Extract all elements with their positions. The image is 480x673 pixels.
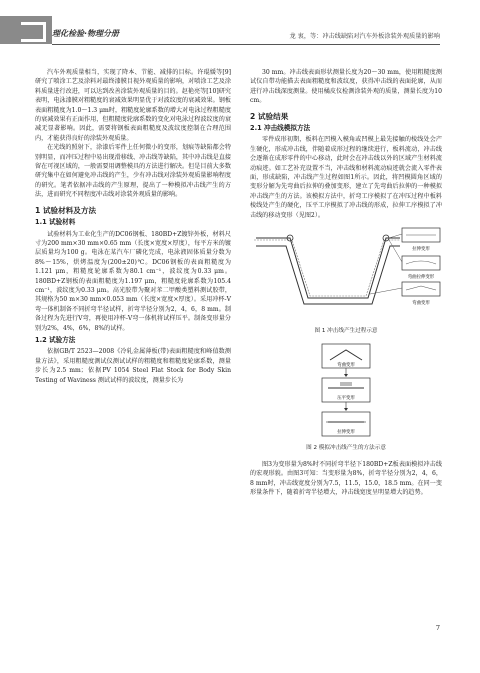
figure-2-caption: 图 2 模拟冲击线产生的方法示意 <box>306 445 386 452</box>
figure-2 <box>250 342 442 454</box>
journal-logo-mark <box>0 16 52 44</box>
header-rule <box>52 44 440 45</box>
right-column <box>250 68 442 497</box>
fig1-zoom-boxes <box>402 228 440 296</box>
fig1-label-bend-tension: 弯曲拉伸变形 <box>407 275 435 281</box>
figure-1-diagram <box>250 224 442 320</box>
journal-logo-text: 理化检验·物理分册 <box>52 29 120 38</box>
fig1-label-tension: 拉伸变形 <box>412 247 430 253</box>
paragraph: 试验材料为工业化生产的DC06钢板、180BD+Z镀锌外板，材料尺寸为200 mm×30 mm×0.65 mm（长度×宽度×厚度），每平方米的镀层质量均为100 g。电泳在某汽车厂磷化完成，电泳液固体质量分数为8%～15%，烘烤温度为(200±20)℃。DC06钢板的表面粗糙度为1.121 μm，粗糙度轮廓系数为80.1 cm⁻¹，波纹度为0.33 μm。180BD+Z钢板的表面粗糙度为1.197 μm，粗糙度轮廓系数为105.4 cm⁻¹，波纹度为0.33 μm。高光胶带为聚对苯二甲酸类塑料测试胶带，其规格为50 m×30 mm×0.053 mm（长度×宽度×厚度）。采用冲杯-V弯一体机制备不同折弯半径试样，折弯半径分别为2，4，6，8 mm。制备过程为先进行V弯，再使用冲杯-V弯一体机将试样压平。制备变形量分别为2%，4%，6%，8%的试样。 <box>35 230 231 332</box>
subsection-heading: 1.2 试验方法 <box>35 335 76 344</box>
paragraph: 零件成形初期，板料在凹模入模角或凹模上最先接触的棱线处会产生硬化，形成冲击线，伴随着成形过程的继续进行，板料流动，冲击线会逐渐在成形零件的中心移动，此时会在冲击线以外的区域产生材料流动痕迹。如工艺补充设置不当，冲击线和材料流动痕迹就会流入零件表面，形成缺陷，冲击线产生过程如图1所示。因此，将凹模圆角区域的变形分解为先弯曲后拉伸的叠加变形，建立了先弯曲后拉伸的一种模拟冲击线产生的方法。该模拟方法中，折弯工序模拟了在冲压过程中板料棱线处产生的硬化，压平工序模拟了冲击线的形成，拉伸工序模拟了冲击线的移动变形（见图2）。 <box>250 136 442 219</box>
figure-2-diagram <box>250 342 442 438</box>
fig2-label-bend: 弯曲变形 <box>337 362 355 368</box>
section-heading: 1 试验材料及方法 <box>35 205 97 215</box>
section-heading: 2 试验结果 <box>250 111 289 121</box>
subsection-heading: 2.1 冲击线模拟方法 <box>250 124 311 133</box>
fig2-label-flatten: 压平变形 <box>337 395 355 401</box>
paragraph: 汽车外观质量相当，实现了降本、节能、减排的目标。许琨媛等[9]研究了喷涂工艺及涂料对最终漆膜目视外观质量的影响，对喷涂工艺及涂料质量进行改进，可以达到改善涂装外观质量的目的。赵艳亮等[10]研究表明，电泳漆膜对粗糙度的衰减效果明显优于对波纹度的衰减效果。钢板表面粗糙度为1.0～1.3 μm时，粗糙度轮廓系数的增大对电泳过程粗糙度的衰减效果有正面作用，但粗糙度轮廓系数的变化对电泳过程波纹度的衰减无显著影响。因此，需要将钢板表面粗糙度及波纹度控制在合理范围内，才能获得良好的涂装外观质量。 <box>35 69 231 142</box>
figure-1-caption: 图 1 冲击线产生过程示意 <box>314 327 378 334</box>
running-head: 龙 衷，等：冲击线缺陷对汽车外板涂装外观质量的影响 <box>289 33 440 40</box>
paragraph: 图3为变形量为8%时不同折弯半径下180BD+Z板表面模拟冲击线的宏观形貌。由图3可知：当变形量为8%，折弯半径分别为2，4，6，8 mm时，冲击线宽度分别为7.5，11.5，15.0，18.5 mm。在同一变形量条件下，随着折弯半径增大，冲击线宽度呈明显增大的趋势。 <box>250 460 442 496</box>
figure-1 <box>250 224 442 336</box>
subsection-heading: 1.1 试验材料 <box>35 218 76 227</box>
left-column <box>35 68 231 385</box>
fig2-label-stretch: 拉伸变形 <box>337 429 355 435</box>
paragraph: 依据GB/T 2523—2008《冷轧金属薄板(带)表面粗糙度和峰值数测量方法》，采用粗糙度测试仪测试试样的粗糙度和粗糙度轮廓系数，测量步长为2.5 mm；依据PV 1054 Steel Flat Stock for Body Skin Testing of Waviness 测试试样的波纹度，测量步长为 <box>35 348 231 384</box>
paragraph: 在光线的照射下，涂漆后零件上任何微小的变形，划痕等缺陷都会特别明显，而冲压过程中易出现滑移线、冲击线等缺陷，其中冲击线是直接留在可视区域的，一般需要用调整模具的方法进行解决。但是目前大多数研究集中在如何避免冲击线的产生，少有冲击线对涂装外观质量影响程度的研究。笔者依据冲击线的产生原理，提出了一种模拟冲击线产生的方法，进而研究不同程度冲击线对涂装外观质量的影响。 <box>35 144 231 199</box>
paragraph: 30 mm。冲击线表面形状测量长度为20～30 mm，使用粗糙度测试仪自带功能描去表面粗糙度和波纹度，获得冲击线的表面轮廓，从而进行冲击线深度测量。使用橘皮仪检测涂装外观的质量，测量长度为10 cm。 <box>250 69 442 105</box>
page-header <box>0 0 480 46</box>
page-number: 7 <box>435 624 440 632</box>
fig1-label-bend: 弯曲变形 <box>412 301 430 307</box>
